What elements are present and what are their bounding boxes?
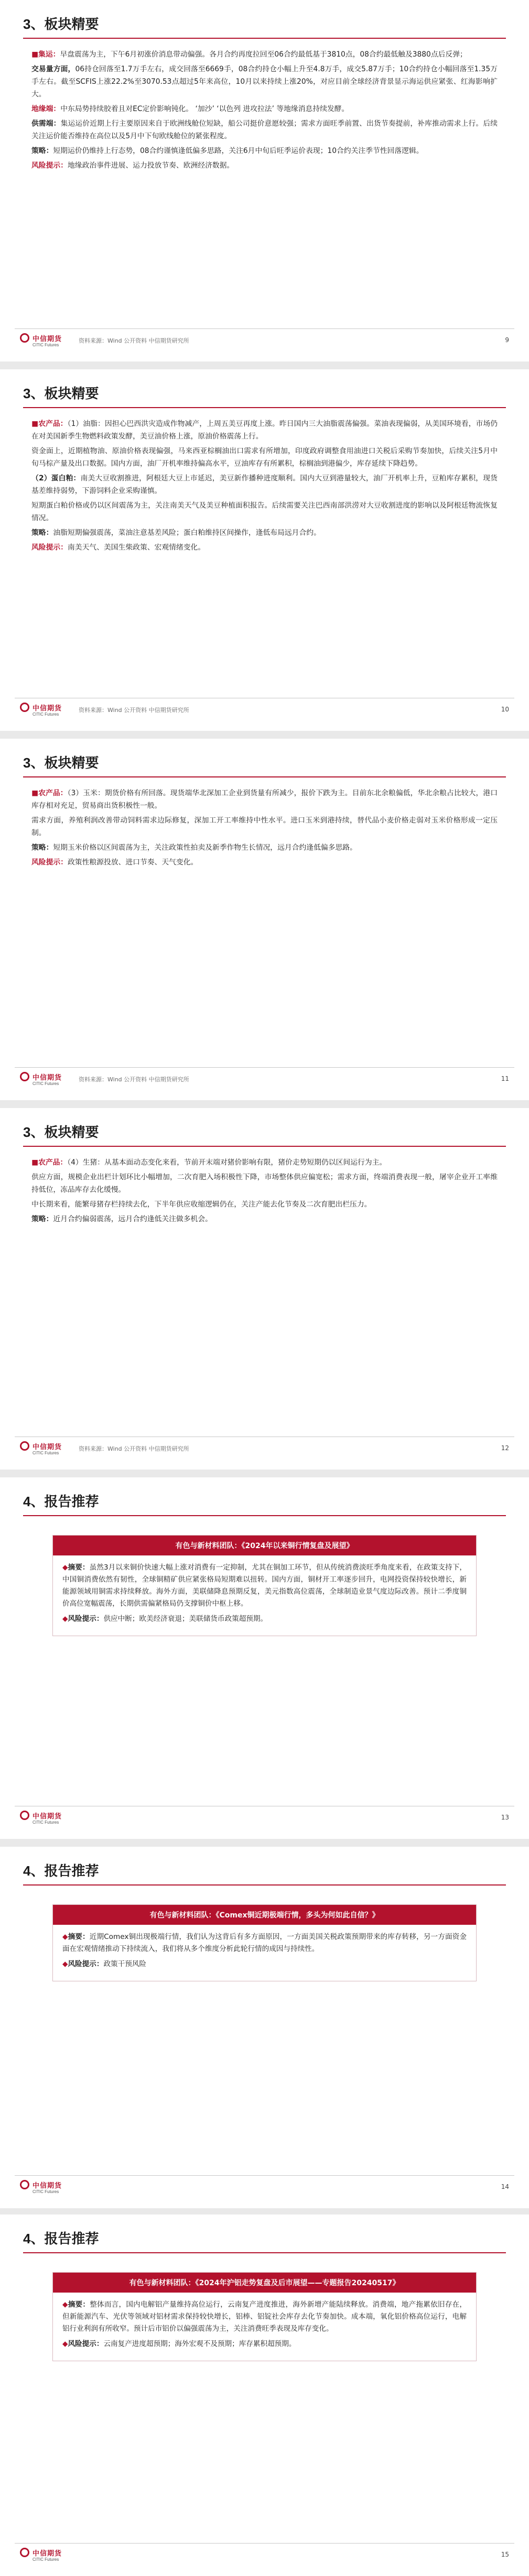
logo-mark-icon	[20, 333, 29, 343]
slide-footer	[15, 1067, 514, 1093]
title-divider	[23, 1146, 506, 1147]
summary-text: 整体而言，国内电解铝产量维持高位运行，云南复产进度推进，海外新增产能陆续释放。消费端，地产拖累依旧存在，但新能源汽车、光伏等领域对铝材需求保持较快增长，铝棒、铝锭社会库存去化节奏加快。成本端，氧化铝价格高位运行，电解铝行业利润有所收窄。预计后市铝价以偏强震荡为主，关注消费旺季表现及库存变化。	[62, 2300, 467, 2333]
logo-mark-icon	[20, 1072, 29, 1081]
slide-footer	[15, 1437, 514, 1462]
risk-label: 风险提示：	[68, 1615, 104, 1623]
logo-mark-icon	[20, 2548, 29, 2557]
logo-text-en: CITIC Futures	[33, 2557, 59, 2562]
paragraph	[31, 48, 498, 61]
bullet-icon: ◆	[62, 1960, 68, 1968]
paragraph	[31, 814, 498, 839]
source-note: 资料来源：Wind 公开资料 中信期货研究所	[79, 707, 189, 714]
risk-text: 供应中断；欧美经济衰退；美联储货币政策超预期。	[103, 1615, 268, 1623]
logo-text-cn: 中信期货	[33, 705, 62, 712]
slide-body	[31, 418, 498, 556]
citic-futures-logo	[20, 333, 62, 352]
section-tag: 风险提示：	[31, 543, 68, 552]
paragraph-lead: 策略：	[31, 147, 53, 155]
source-note: 资料来源：Wind 公开资料 中信期货研究所	[79, 1445, 189, 1452]
paragraph-text: 资金面上，近期植物油、原油价格表现偏强，马来西亚棕榈油出口需求有所增加，印度政府调整食用油进口关税后采购节奏加快，后续关注5月中旬马棕产量及出口数据。国内方面，油厂开机率维持偏高水平，豆油库存有所累积，棕榈油到港偏少，库存延续下降趋势。	[31, 447, 498, 468]
report-card[interactable]	[52, 1904, 477, 1981]
logo-text-en: CITIC Futures	[33, 712, 59, 717]
page-number: 15	[501, 2551, 509, 2558]
risk-label: 风险提示：	[68, 2340, 104, 2348]
paragraph-text: 近月合约偏弱震荡，远月合约逢低关注做多机会。	[53, 1215, 212, 1223]
paragraph-lead: 交易量方面，	[31, 65, 75, 73]
slide-title: 3、板块精要	[23, 386, 99, 401]
page-number: 14	[501, 2183, 509, 2190]
paragraph	[31, 63, 498, 101]
paragraph-lead: 策略：	[31, 843, 53, 852]
paragraph-text: 中长期来看，能繁母猪存栏持续去化，下半年供应收缩逻辑仍在，关注产能去化节奏及二次育肥出栏压力。	[31, 1200, 372, 1209]
slide-page-13	[0, 1477, 529, 1839]
citic-futures-logo	[20, 1441, 62, 1460]
section-tag: ■农产品：	[31, 789, 68, 797]
slide-title: 4、报告推荐	[23, 1494, 99, 1509]
paragraph	[31, 445, 498, 470]
logo-text-cn: 中信期货	[33, 2550, 62, 2558]
paragraph-text: 需求方面，养殖利润改善带动饲料需求边际修复，深加工开工率维持中性水平。进口玉米到港持续，替代品小麦价格走弱对玉米价格形成一定压制。	[31, 816, 498, 837]
slide-footer	[15, 2175, 514, 2201]
bullet-icon: ◆	[62, 1933, 68, 1941]
paragraph	[31, 1213, 498, 1225]
section-tag: ■集运：	[31, 50, 60, 59]
slide-body	[31, 1156, 498, 1227]
section-tag: 风险提示：	[31, 161, 68, 170]
slide-title: 3、板块精要	[23, 755, 99, 771]
slide-page-12	[0, 1108, 529, 1470]
paragraph-text: 南美天气、美国生柴政策、宏观情绪变化。	[67, 543, 206, 552]
paragraph-text: 供应方面，规模企业出栏计划环比小幅增加，二次育肥入场积极性下降，市场整体供应偏宽松；需求方面，终端消费表现一般，屠宰企业开工率维持低位，冻品库存去化缓慢。	[31, 1173, 498, 1194]
logo-text-cn: 中信期货	[33, 1443, 62, 1451]
report-heading[interactable]: 有色与新材料团队：《2024年以来铜行情复盘及展望》	[53, 1536, 476, 1555]
page-number: 13	[501, 1814, 509, 1821]
paragraph	[31, 541, 498, 554]
paragraph-text: （1）油脂：因担心巴西洪灾造成作物减产，上周五美豆再度上涨。昨日国内三大油脂震荡偏强。菜油表现偏弱，从美国环境看，市场仍在对美国新季生物燃料政策发酵，美豆油价格上涨，原油价格震荡上行。	[31, 420, 498, 441]
slide-page-14	[0, 1847, 529, 2208]
slide-footer	[15, 328, 514, 354]
paragraph	[31, 145, 498, 157]
logo-text-en: CITIC Futures	[33, 1451, 59, 1455]
report-risk	[62, 2338, 467, 2350]
paragraph-text: 早盘震荡为主，下午6月初涨价消息带动偏强。各月合约再度拉回至06合约最低基于3810点，08合约最低触及3880点后反弹；	[60, 50, 467, 59]
title-divider	[23, 776, 506, 777]
slide-page-11	[0, 739, 529, 1100]
report-body	[53, 1555, 476, 1636]
citic-futures-logo	[20, 703, 62, 721]
logo-mark-icon	[20, 2180, 29, 2189]
summary-label: 摘要：	[68, 1563, 90, 1572]
source-note: 资料来源：Wind 公开资料 中信期货研究所	[79, 337, 189, 344]
paragraph	[31, 787, 498, 812]
paragraph	[31, 1198, 498, 1211]
paragraph	[31, 1156, 498, 1169]
paragraph	[31, 159, 498, 172]
section-tag: 风险提示：	[31, 858, 68, 867]
report-summary	[62, 1931, 467, 1955]
report-summary	[62, 2299, 467, 2335]
bullet-icon: ◆	[62, 1615, 68, 1623]
title-divider	[23, 1515, 506, 1516]
slide-body	[31, 48, 498, 174]
report-heading[interactable]: 有色与新材料团队：《Comex铜近期极端行情，多头为何如此自信？》	[53, 1905, 476, 1925]
paragraph-text: 集运运价近期上行主要原因来自于欧洲线舱位短缺，船公司挺价意愿较强；需求方面旺季前置、出货节奏提前，补库推动需求上行。后续关注运价能否维持在高位以及5月中下旬欧线舱位的紧张程度。	[31, 119, 498, 140]
summary-label: 摘要：	[68, 1933, 90, 1941]
page-number: 12	[501, 1444, 509, 1452]
citic-futures-logo	[20, 1072, 62, 1091]
bullet-icon: ◆	[62, 2300, 68, 2309]
bullet-icon: ◆	[62, 2340, 68, 2348]
summary-text: 虽然3月以来铜价快速大幅上涨对消费有一定抑制，尤其在铜加工环节，但从传统消费淡旺季角度来看，在政策支持下，中国铜消费依然有韧性，全球铜精矿供应紧张格局短期难以扭转。国内方面，铜材开工率逐步回升，电网投资保持较快增长，新能源领域用铜需求持续释放。海外方面，美联储降息预期反复，美元指数高位震荡，全球制造业景气度边际改善。预计二季度铜价高位宽幅震荡，长期供需偏紧格局仍支撑铜价中枢上移。	[62, 1563, 467, 1608]
logo-text-cn: 中信期货	[33, 335, 62, 343]
slide-title: 4、报告推荐	[23, 1863, 99, 1879]
slide-body	[31, 787, 498, 871]
report-risk	[62, 1958, 467, 1970]
citic-futures-logo	[20, 1811, 62, 1829]
source-note: 资料来源：Wind 公开资料 中信期货研究所	[79, 1076, 189, 1083]
report-body	[53, 2293, 476, 2361]
paragraph-text: 06持仓回落至1.7万手左右，成交回落至6669手，08合约持仓小幅上升至4.8万手，成交5.87万手；10合约持仓小幅回落至1.35万手左右。截至SCFIS上涨22.2%至3070.53点超过5年来高位，10月以来持续上涨20%，对应目前全球经济背景显示海运供应紧张、红海影响扩大。	[31, 65, 498, 98]
slide-title: 3、板块精要	[23, 16, 99, 32]
paragraph-text: 地缘政治事件进展、运力投放节奏、欧洲经济数据。	[67, 161, 234, 170]
report-summary	[62, 1562, 467, 1610]
report-card[interactable]	[52, 2272, 477, 2361]
logo-text-cn: 中信期货	[33, 1813, 62, 1821]
logo-text-en: CITIC Futures	[33, 1820, 59, 1825]
logo-text-en: CITIC Futures	[33, 2189, 59, 2194]
bullet-icon: ◆	[62, 1563, 68, 1572]
slide-title: 4、报告推荐	[23, 2231, 99, 2246]
logo-mark-icon	[20, 1811, 29, 1820]
page-number: 11	[501, 1075, 509, 1082]
logo-mark-icon	[20, 1441, 29, 1451]
logo-text-cn: 中信期货	[33, 1074, 62, 1082]
paragraph	[31, 1171, 498, 1196]
paragraph-text: 油脂短期偏强震荡，菜油注意基差风险；蛋白粕维持区间操作，逢低布局远月合约。	[53, 529, 321, 537]
paragraph	[31, 117, 498, 142]
report-body	[53, 1925, 476, 1981]
paragraph	[31, 418, 498, 443]
paragraph-text: （3）玉米：期货价格有所回落。现货端华北深加工企业到货量有所减少，报价下跌为主。目前东北余粮偏低，华北余粮占比较大，港口库存相对充足，贸易商出货积极性一般。	[31, 789, 498, 810]
paragraph-text: （4）生猪：从基本面动态变化来看，节前开末端对猪价影响有限，猪价走势短期仍以区间运行为主。	[67, 1158, 387, 1167]
title-divider	[23, 2252, 506, 2253]
section-tag: ■农产品：	[31, 1158, 68, 1167]
report-heading[interactable]: 有色与新材料团队：《2024年沪铝走势复盘及后市展望——专题报告20240517》	[53, 2273, 476, 2293]
paragraph	[31, 472, 498, 497]
paragraph-text: 短期蛋白粕价格或仍以区间震荡为主，关注南美天气及美豆种植面积报告。后续需要关注巴西南部洪涝对大豆收割进度的影响以及阿根廷物流恢复情况。	[31, 501, 498, 522]
slide-footer	[15, 2543, 514, 2569]
paragraph-text: 政策性粮源投放、进口节奏、天气变化。	[67, 858, 198, 867]
logo-text-en: CITIC Futures	[33, 343, 59, 347]
logo-text-en: CITIC Futures	[33, 1081, 59, 1086]
slide-page-15	[0, 2215, 529, 2576]
title-divider	[23, 1884, 506, 1886]
section-tag: 地缘端：	[31, 105, 61, 113]
report-card[interactable]	[52, 1535, 477, 1636]
citic-futures-logo	[20, 2548, 62, 2567]
slide-page-10	[0, 369, 529, 731]
slide-page-9	[0, 0, 529, 361]
slide-title: 3、板块精要	[23, 1124, 99, 1140]
paragraph-lead: 策略：	[31, 1215, 53, 1223]
paragraph-lead: 策略：	[31, 529, 53, 537]
paragraph	[31, 856, 498, 869]
report-risk	[62, 1613, 467, 1625]
summary-label: 摘要：	[68, 2300, 90, 2309]
risk-label: 风险提示：	[68, 1960, 104, 1968]
logo-text-cn: 中信期货	[33, 2182, 62, 2190]
title-divider	[23, 38, 506, 39]
paragraph	[31, 103, 498, 115]
paragraph	[31, 527, 498, 539]
paragraph	[31, 841, 498, 854]
paragraph-lead: 供需端：	[31, 119, 61, 128]
slide-footer	[15, 1806, 514, 1832]
paragraph-text: 短期运价仍维持上行态势，08合约谨慎逢低偏多思路，关注6月中旬后旺季运价表现；10合约关注季节性回落逻辑。	[53, 147, 424, 155]
logo-mark-icon	[20, 703, 29, 712]
paragraph-text: 南美大豆收割推进，阿根廷大豆上市延迟，美豆新作播种进度顺利。国内大豆到港量较大，油厂开机率上升，豆粕库存累积，现货基差维持弱势，下游饲料企业采购谨慎。	[31, 474, 498, 495]
paragraph-text: 短期玉米价格以区间震荡为主，关注政策性拍卖及新季作物生长情况，远月合约逢低偏多思路。	[53, 843, 357, 852]
page-number: 9	[505, 336, 509, 344]
paragraph-lead: （2）蛋白粕：	[31, 474, 81, 483]
risk-text: 云南复产进度超预期；海外宏观不及预期；库存累积超预期。	[103, 2340, 296, 2348]
paragraph	[31, 499, 498, 524]
risk-text: 政策干预风险	[103, 1960, 146, 1968]
summary-text: 近期Comex铜出现极端行情，我们认为这背后有多方面原因，一方面美国关税政策预期带来的库存转移，另一方面资金面在宏观情绪推动下持续流入，我们将从多个维度分析此轮行情的成因与持续性。	[62, 1933, 467, 1953]
section-tag: ■农产品：	[31, 420, 68, 428]
slide-footer	[15, 698, 514, 724]
citic-futures-logo	[20, 2180, 62, 2199]
page-number: 10	[501, 706, 509, 713]
paragraph-text: 中东局势持续胶着且对EC定价影响钝化。 ‘加沙’ ‘以色列 进攻拉法’ 等地缘消息持续发酵。	[60, 105, 349, 113]
title-divider	[23, 407, 506, 408]
